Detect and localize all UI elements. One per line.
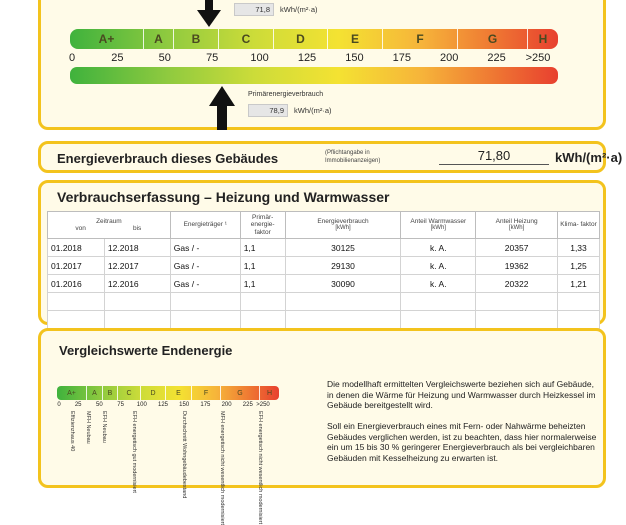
header-warmwasser-label: Anteil Warmwasser bbox=[410, 217, 467, 225]
energy-scale-tick: >250 bbox=[525, 52, 551, 64]
cell-klima: 1,21 bbox=[558, 275, 600, 293]
cell-faktor: 1,1 bbox=[240, 239, 285, 257]
cell-traeger: Gas / - bbox=[170, 257, 240, 275]
records-panel bbox=[38, 180, 606, 325]
cell-von: 01.2016 bbox=[48, 275, 105, 293]
mini-class-9: H bbox=[266, 389, 273, 397]
energy-scale-ticks bbox=[70, 52, 558, 66]
mini-class-8: G bbox=[221, 386, 260, 400]
comparison-scale-tick: 225 bbox=[242, 402, 253, 408]
energy-class-9: H bbox=[538, 32, 548, 46]
energy-class-8: G bbox=[458, 29, 528, 49]
comparison-scale-tick: 50 bbox=[96, 402, 103, 408]
consumption-unit: kWh/(m²·a) bbox=[555, 150, 623, 165]
cell-heizung: 20322 bbox=[476, 275, 558, 293]
cell-heizung: 19362 bbox=[476, 257, 558, 275]
energy-scale-tick: 100 bbox=[250, 52, 269, 64]
comparison-scale-tick: 150 bbox=[179, 402, 190, 408]
comparison-reference-label: MFH Neubau bbox=[85, 411, 91, 444]
primary-energy-readout bbox=[248, 104, 332, 117]
consumption-banner bbox=[38, 141, 623, 173]
energy-scale-tick: 25 bbox=[111, 52, 124, 64]
header-verbrauch-label: Energieverbrauch bbox=[317, 217, 369, 225]
mini-class-2: A bbox=[87, 386, 103, 400]
cell-warmwasser: k. A. bbox=[401, 275, 476, 293]
comparison-reference-label: EFH energetisch nicht wesentlich modernisiert bbox=[257, 411, 263, 525]
cell-traeger: Gas / - bbox=[170, 275, 240, 293]
energy-class-2: A bbox=[144, 29, 174, 49]
header-verbrauch-unit: [kWh] bbox=[335, 225, 351, 231]
energy-scale-tick: 200 bbox=[440, 52, 459, 64]
energy-scale-tick: 0 bbox=[68, 52, 76, 64]
table-row bbox=[48, 275, 600, 293]
energy-scale-tick: 225 bbox=[487, 52, 506, 64]
table-row bbox=[48, 257, 600, 275]
energy-class-1: A+ bbox=[70, 29, 144, 49]
header-primaer: Primär- energie- faktor bbox=[240, 212, 285, 239]
mini-class-3: B bbox=[103, 386, 118, 400]
energy-scale-tick: 50 bbox=[158, 52, 171, 64]
consumption-value: 71,80 bbox=[439, 148, 549, 165]
cell-bis: 12.2017 bbox=[104, 257, 170, 275]
cell-heizung: 20357 bbox=[476, 239, 558, 257]
cell-bis: 12.2016 bbox=[104, 275, 170, 293]
cell-warmwasser: k. A. bbox=[401, 239, 476, 257]
primary-energy-bar bbox=[70, 67, 558, 84]
consumption-title: Energieverbrauch dieses Gebäudes bbox=[57, 151, 279, 166]
header-zeitraum-label: Zeitraum bbox=[96, 217, 122, 225]
mini-class-6: E bbox=[166, 386, 192, 400]
comparison-scale-tick: 25 bbox=[74, 402, 82, 408]
header-heizung-label: Anteil Heizung bbox=[495, 217, 538, 225]
cell-bis: 12.2018 bbox=[104, 239, 170, 257]
header-bis: bis bbox=[133, 225, 142, 232]
header-traeger: Energieträger ¹ bbox=[170, 212, 240, 239]
energy-class-7: F bbox=[383, 29, 458, 49]
energy-scale-tick: 175 bbox=[392, 52, 411, 64]
mini-class-4: C bbox=[118, 386, 141, 400]
records-table bbox=[47, 211, 600, 329]
primary-energy-unit: kWh/(m²·a) bbox=[294, 106, 332, 115]
comparison-scale-tick: 100 bbox=[136, 402, 147, 408]
cell-von: 01.2018 bbox=[48, 239, 105, 257]
energy-class-5: D bbox=[274, 29, 328, 49]
header-warmwasser-unit: [kWh] bbox=[430, 225, 446, 231]
header-heizung-unit: [kWh] bbox=[508, 225, 525, 231]
cell-verbrauch: 30090 bbox=[285, 275, 401, 293]
comparison-scale-tick: 0 bbox=[57, 402, 61, 408]
consumption-note: (Pflichtangabe in Immobilienanzeigen) bbox=[325, 150, 381, 164]
energy-class-3: B bbox=[174, 29, 219, 49]
header-heizung bbox=[476, 212, 558, 239]
energy-scale-tick: 75 bbox=[206, 52, 219, 64]
comparison-reference-label: Durchschnitt Wohngebäudebestand bbox=[181, 411, 187, 499]
cell-klima: 1,33 bbox=[558, 239, 600, 257]
cell-verbrauch: 29130 bbox=[285, 257, 401, 275]
comparison-scale-tick: 75 bbox=[117, 402, 124, 408]
cell-warmwasser: k. A. bbox=[401, 257, 476, 275]
energy-scale-tick: 150 bbox=[345, 52, 364, 64]
comparison-scale-tick: 125 bbox=[157, 402, 169, 408]
end-energy-unit: kWh/(m²·a) bbox=[280, 5, 318, 14]
energy-class-6: E bbox=[328, 29, 383, 49]
cell-klima: 1,25 bbox=[558, 257, 600, 275]
comparison-reference-label: EFH Neubau bbox=[101, 411, 107, 443]
cell-traeger: Gas / - bbox=[170, 239, 240, 257]
header-zeitraum bbox=[48, 212, 171, 239]
comparison-paragraph-1: Die modellhaft ermittelten Vergleichswerte beziehen sich auf Gebäude, in denen die Wärme für Heizung und Warmwasser durch Heizkessel im Gebäude bereitgestellt wird. bbox=[327, 379, 596, 410]
comparison-scale-tick: 175 bbox=[200, 402, 211, 408]
end-energy-value: 71,8 bbox=[234, 3, 274, 16]
records-title: Verbrauchserfassung – Heizung und Warmwasser bbox=[57, 189, 390, 205]
comparison-reference-label: MFH energetisch nicht wesentlich modernisiert bbox=[219, 411, 225, 525]
comparison-class-bar bbox=[57, 386, 279, 400]
comparison-reference-label: EFH energetisch gut modernisiert bbox=[131, 411, 137, 493]
header-klima: Klima- faktor bbox=[558, 212, 600, 239]
primary-energy-label: Primärenergieverbrauch bbox=[248, 91, 324, 98]
cell-faktor: 1,1 bbox=[240, 275, 285, 293]
energy-class-bar bbox=[70, 29, 558, 49]
end-energy-readout bbox=[234, 3, 318, 16]
cell-faktor: 1,1 bbox=[240, 257, 285, 275]
header-verbrauch bbox=[285, 212, 401, 239]
table-header-row bbox=[48, 212, 600, 239]
cell-verbrauch: 30125 bbox=[285, 239, 401, 257]
comparison-paragraph-2: Soll ein Energieverbrauch eines mit Fern- oder Nahwärme beheizten Gebäudes verglichen werden, ist zu beachten, dass hier normalerweise ein um 15 bis 30 % geringerer Energieverbrauch als bei vergleichbaren Gebäuden mit Kesselheizung zu erwarten ist. bbox=[327, 421, 597, 463]
comparison-title: Vergleichswerte Endenergie bbox=[59, 343, 233, 358]
comparison-reference-label: Effizienzhaus 40 bbox=[69, 411, 75, 452]
mini-class-7: F bbox=[192, 386, 221, 400]
mini-class-1: A+ bbox=[57, 386, 87, 400]
cell-von: 01.2017 bbox=[48, 257, 105, 275]
table-row-empty bbox=[48, 293, 600, 311]
table-row bbox=[48, 239, 600, 257]
primary-energy-arrow-icon bbox=[208, 86, 236, 130]
comparison-scale-tick: 200 bbox=[221, 402, 232, 408]
header-warmwasser bbox=[401, 212, 476, 239]
comparison-scale-tick: >250 bbox=[256, 402, 270, 408]
header-von: von bbox=[75, 225, 86, 232]
energy-class-4: C bbox=[219, 29, 274, 49]
primary-energy-value: 78,9 bbox=[248, 104, 288, 117]
comparison-panel bbox=[38, 328, 606, 525]
energy-scale-tick: 125 bbox=[297, 52, 317, 64]
mini-class-5: D bbox=[141, 386, 166, 400]
end-energy-arrow-icon bbox=[196, 0, 222, 28]
table-row-empty bbox=[48, 311, 600, 329]
